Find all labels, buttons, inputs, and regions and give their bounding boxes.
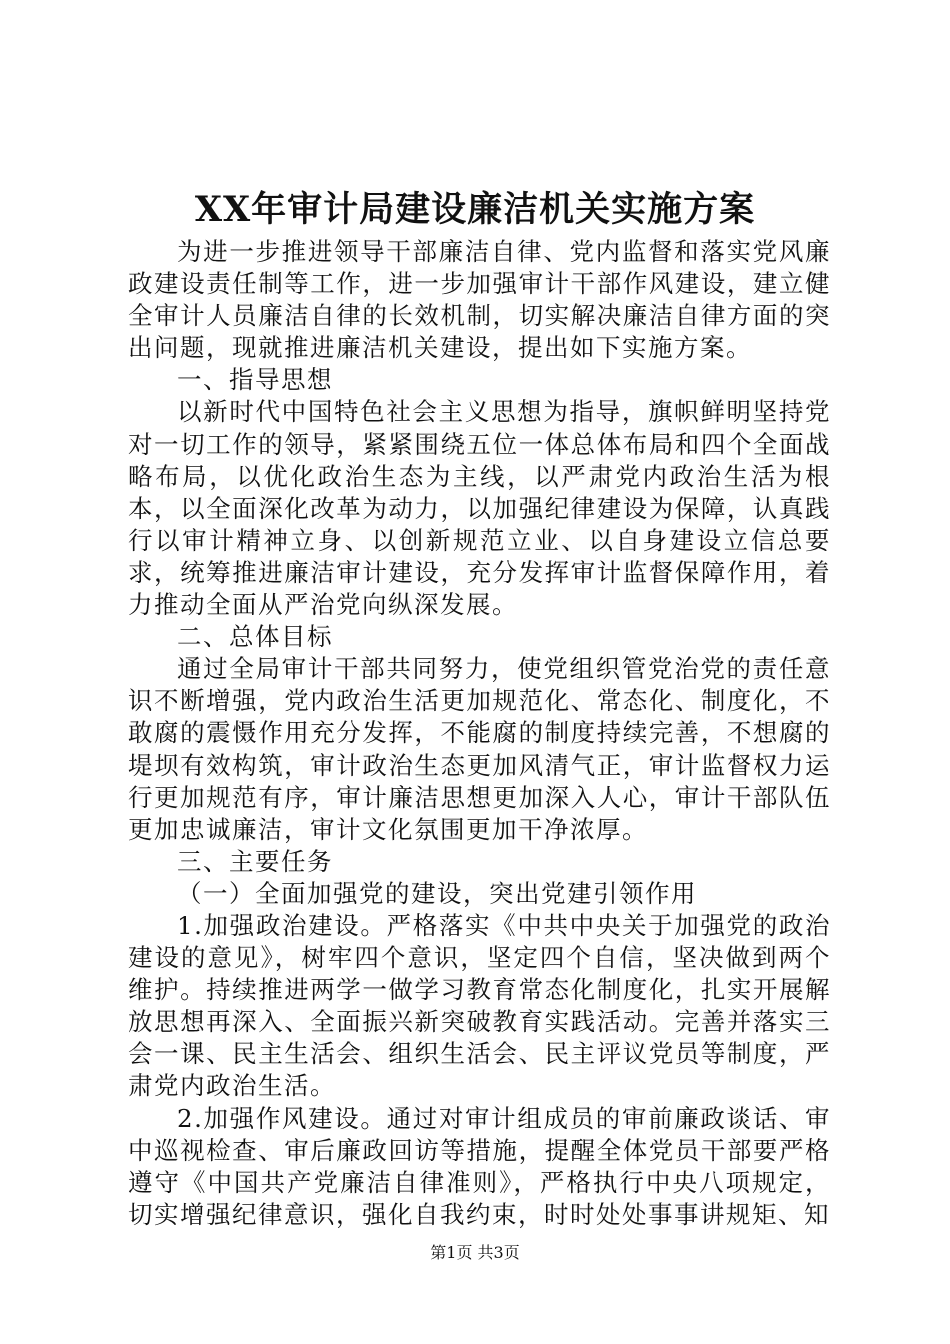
overall-goal-paragraph: 通过全局审计干部共同努力，使党组织管党治党的责任意识不断增强，党内政治生活更加规范化、常态化、制度化，不敢腐的震慑作用充分发挥，不能腐的制度持续完善，不想腐的堤坝有效构筑，审计政治生态更加风清气正，审计监督权力运行更加规范有序，审计廉洁思想更加深入人心，审计干部队伍更加忠诚廉洁，审计文化氛围更加干净浓厚。 [128,654,831,844]
section-heading-overall-goal: 二、总体目标 [177,622,333,652]
guiding-ideology-paragraph: 以新时代中国特色社会主义思想为指导，旗帜鲜明坚持党对一切工作的领导，紧紧围绕五位一体总体布局和四个全面战略布局，以优化政治生态为主线，以严肃党内政治生活为根本，以全面深化改革为动力，以加强纪律建设为保障，认真践行以审计精神立身、以创新规范立业、以自身建设立信总要求，统筹推进廉洁审计建设，充分发挥审计监督保障作用，着力推动全面从严治党向纵深发展。 [128,397,831,620]
task-paragraph-political-building: 1.加强政治建设。严格落实《中共中央关于加强党的政治建设的意见》，树牢四个意识，坚定四个自信，坚决做到两个维护。持续推进两学一做学习教育常态化制度化，扎实开展解放思想再深入、全面振兴新突破教育实践活动。完善并落实三会一课、民主生活会、组织生活会、民主评议党员等制度，严肃党内政治生活。 [128,910,831,1101]
section-heading-guiding-ideology: 一、指导思想 [177,365,333,395]
document-body [128,236,831,1231]
document-title: XX年审计局建设廉洁机关实施方案 [194,189,756,230]
task-paragraph-style-building: 2.加强作风建设。通过对审计组成员的审前廉政谈话、审中巡视检查、审后廉政回访等措施，提醒全体党员干部要严格遵守《中国共产党廉洁自律准则》，严格执行中央八项规定，切实增强纪律意识，强化自我约束，时时处处事事讲规矩、知 [128,1103,831,1229]
subsection-heading-party-building: （一）全面加强党的建设，突出党建引领作用 [177,878,697,908]
intro-paragraph: 为进一步推进领导干部廉洁自律、党内监督和落实党风廉政建设责任制等工作，进一步加强审计干部作风建设，建立健全审计人员廉洁自律的长效机制，切实解决廉洁自律方面的突出问题，现就推进廉洁机关建设，提出如下实施方案。 [128,237,831,363]
page-footer: 第1页 共3页 [430,1243,520,1262]
section-heading-main-tasks: 三、主要任务 [177,846,333,876]
